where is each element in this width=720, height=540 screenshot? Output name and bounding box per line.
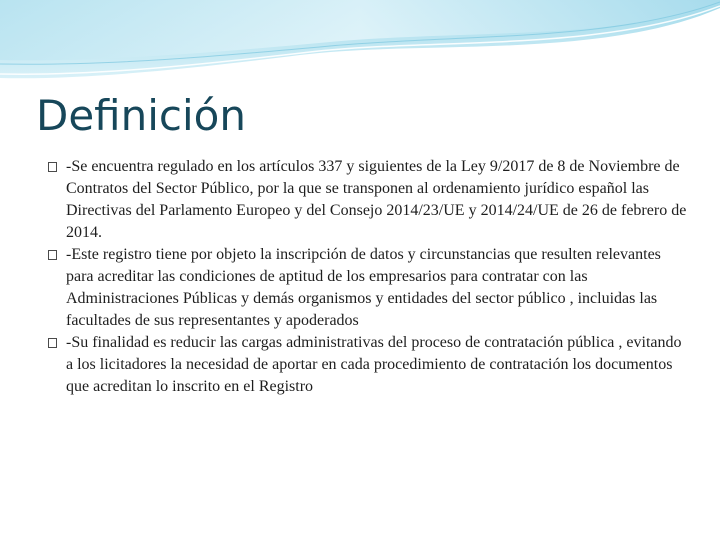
header-wave-decoration — [0, 0, 720, 90]
bullet-list — [48, 156, 688, 398]
square-bullet-icon — [48, 338, 57, 348]
square-bullet-icon — [48, 250, 57, 260]
bullet-item — [48, 332, 688, 398]
bullet-text: -Este registro tiene por objeto la inscripción de datos y circunstancias que resulten relevantes para acreditar las condiciones de aptitud de los empresarios para contratar con las Administraciones Públicas y demás organismos y entidades del sector público , incluidas las facultades de sus representantes y apoderados — [66, 246, 661, 329]
square-bullet-icon — [48, 162, 57, 172]
bullet-text: -Su finalidad es reducir las cargas administrativas del proceso de contratación pública , evitando a los licitadores la necesidad de aportar en cada procedimiento de contratación los documentos que acreditan lo inscrito en el Registro — [66, 334, 682, 395]
slide-title: Definición — [36, 91, 246, 140]
bullet-item — [48, 156, 688, 244]
bullet-text: -Se encuentra regulado en los artículos 337 y siguientes de la Ley 9/2017 de 8 de Noviembre de Contratos del Sector Público, por la que se transponen al ordenamiento jurídico español las Directivas del Parlamento Europeo y del Consejo 2014/23/UE y 2014/24/UE de 26 de febrero de 2014. — [66, 158, 687, 241]
bullet-item — [48, 244, 688, 332]
